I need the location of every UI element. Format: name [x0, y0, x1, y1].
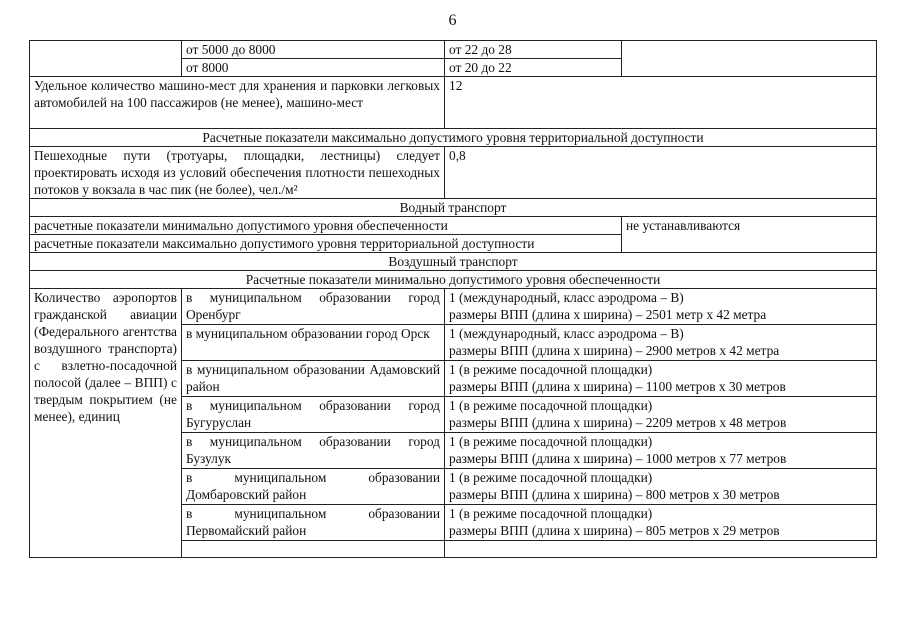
empty-cell	[445, 541, 877, 558]
section-heading: Водный транспорт	[30, 199, 877, 217]
airport-value-cell	[445, 505, 877, 541]
table-row	[30, 147, 877, 199]
pedestrian-label: Пешеходные пути (тротуары, площадки, лестницы) следует проектировать исходя из условий обеспечения плотности пешеходных потоков у вокзала в час пик (не более), чел./м²	[30, 147, 445, 199]
municipality-cell: в муниципальном образовании город Бугуруслан	[182, 397, 445, 433]
municipality-cell: в муниципальном образовании Домбаровский район	[182, 469, 445, 505]
airport-value-cell	[445, 361, 877, 397]
table-row	[30, 271, 877, 289]
airport-type: 1 (в режиме посадочной площадки)	[449, 362, 653, 377]
airport-type: 1 (в режиме посадочной площадки)	[449, 506, 653, 521]
empty-cell	[182, 541, 445, 558]
municipality-cell: в муниципальном образовании Первомайский район	[182, 505, 445, 541]
runway-size: размеры ВПП (длина х ширина) – 800 метров х 30 метров	[449, 487, 780, 502]
empty-cell	[30, 41, 182, 77]
page-number: 6	[448, 12, 457, 29]
range-cell: от 8000	[182, 59, 445, 77]
runway-size: размеры ВПП (длина х ширина) – 1000 метров х 77 метров	[449, 451, 787, 466]
runway-size: размеры ВПП (длина х ширина) – 2209 метров х 48 метров	[449, 415, 787, 430]
pedestrian-value: 0,8	[445, 147, 877, 199]
water-min-label: расчетные показатели минимально допустимого уровня обеспеченности	[30, 217, 622, 235]
section-heading: Воздушный транспорт	[30, 253, 877, 271]
airport-value-cell	[445, 289, 877, 325]
runway-size: размеры ВПП (длина х ширина) – 1100 метров х 30 метров	[449, 379, 786, 394]
airport-type: 1 (в режиме посадочной площадки)	[449, 434, 653, 449]
value-cell: от 20 до 22	[445, 59, 622, 77]
table-row	[30, 253, 877, 271]
standards-table	[29, 40, 877, 558]
value-cell: от 22 до 28	[445, 41, 622, 59]
runway-size: размеры ВПП (длина х ширина) – 2900 метров х 42 метра	[449, 343, 780, 358]
airport-type: 1 (международный, класс аэродрома – B)	[449, 326, 684, 341]
table-row	[30, 199, 877, 217]
table-row	[30, 217, 877, 235]
airport-type: 1 (в режиме посадочной площадки)	[449, 398, 653, 413]
airport-type: 1 (международный, класс аэродрома – B)	[449, 290, 684, 305]
water-value: не устанавливаются	[622, 217, 877, 253]
parking-label: Удельное количество машино-мест для хранения и парковки легковых автомобилей на 100 пассажиров (не менее), машино-мест	[30, 77, 445, 129]
water-max-label: расчетные показатели максимально допустимого уровня территориальной доступности	[30, 235, 622, 253]
airport-value-cell	[445, 397, 877, 433]
airport-type: 1 (в режиме посадочной площадки)	[449, 470, 653, 485]
airport-value-cell	[445, 469, 877, 505]
table-row	[30, 129, 877, 147]
runway-size: размеры ВПП (длина х ширина) – 2501 метр х 42 метра	[449, 307, 767, 322]
parking-value: 12	[445, 77, 877, 129]
section-heading: Расчетные показатели максимально допустимого уровня территориальной доступности	[30, 129, 877, 147]
municipality-cell: в муниципальном образовании город Оренбург	[182, 289, 445, 325]
municipality-cell: в муниципальном образовании город Бузулук	[182, 433, 445, 469]
range-cell: от 5000 до 8000	[182, 41, 445, 59]
empty-cell	[622, 41, 877, 77]
table-row	[30, 77, 877, 129]
municipality-cell: в муниципальном образовании город Орск	[182, 325, 445, 361]
table-row	[30, 289, 877, 325]
runway-size: размеры ВПП (длина х ширина) – 805 метров х 29 метров	[449, 523, 780, 538]
table-row	[30, 41, 877, 59]
airport-value-cell	[445, 325, 877, 361]
section-subheading: Расчетные показатели минимально допустимого уровня обеспеченности	[30, 271, 877, 289]
airports-label: Количество аэропортов гражданской авиации (Федерального агентства воздушного транспорта) с взлетно-посадочной полосой (далее – ВПП) с твердым покрытием (не менее), единиц	[30, 289, 182, 558]
municipality-cell: в муниципальном образовании Адамовский район	[182, 361, 445, 397]
airport-value-cell	[445, 433, 877, 469]
